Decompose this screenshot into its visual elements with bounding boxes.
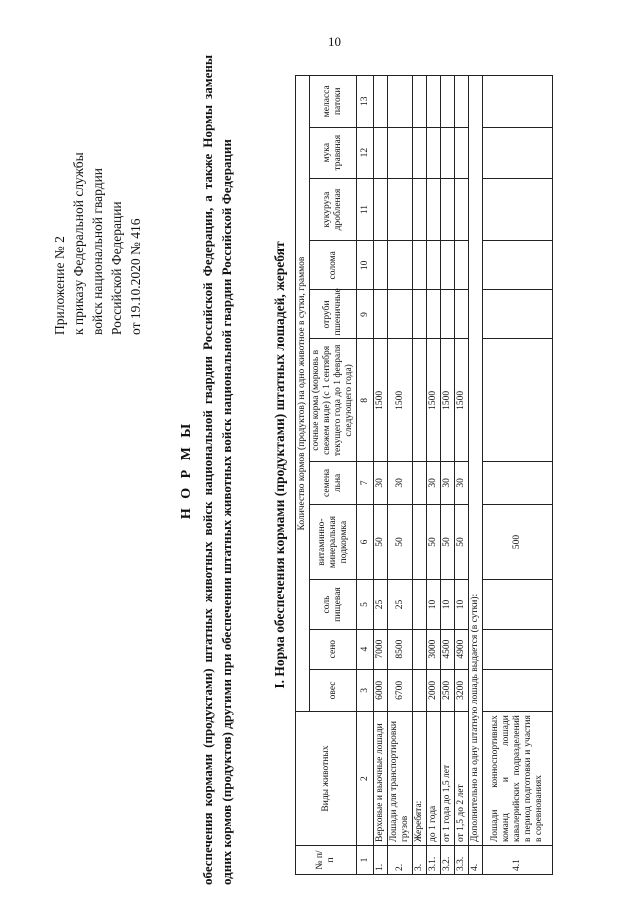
row-value-cell	[413, 241, 427, 290]
appendix-line: войск национальной гвардии	[90, 167, 105, 335]
row-kind-cell: Лошади для транспортировки грузов	[388, 712, 413, 846]
row-value-cell	[413, 629, 427, 669]
row-value-cell: 10	[427, 580, 441, 629]
table-row	[374, 76, 388, 875]
row-value-cell: 1500	[427, 339, 441, 462]
appendix-line: к приказу Федеральной службы	[71, 152, 86, 335]
row-kind-cell: от 1 года до 1,5 лет	[441, 712, 455, 846]
row-kind-cell: до 1 года	[427, 712, 441, 846]
row-value-cell	[413, 76, 427, 128]
header-num: № п/п	[296, 846, 357, 875]
row-value-cell	[413, 669, 427, 711]
row-value-cell	[483, 339, 553, 462]
row-value-cell	[441, 76, 455, 128]
row-value-cell	[483, 127, 553, 178]
row-value-cell: 500	[483, 504, 553, 580]
row-value-cell	[455, 76, 469, 128]
row-value-cell: 3200	[455, 669, 469, 711]
row-value-cell: 1500	[441, 339, 455, 462]
column-number: 1	[357, 846, 374, 875]
row-value-cell	[441, 290, 455, 339]
table-row	[413, 76, 427, 875]
row-value-cell	[441, 241, 455, 290]
row-value-cell	[483, 178, 553, 240]
column-number: 12	[357, 127, 374, 178]
section-title: I. Норма обеспечения кормами (продуктами) штатных лошадей, жеребят	[272, 241, 287, 689]
header-col: соль пищевая	[310, 580, 357, 629]
header-col: сено	[310, 629, 357, 669]
row-value-cell: 30	[441, 462, 455, 504]
appendix-line: от 19.10.2020 № 416	[128, 218, 143, 335]
column-number: 7	[357, 462, 374, 504]
row-value-cell: 30	[455, 462, 469, 504]
row-value-cell: 50	[455, 504, 469, 580]
column-number: 9	[357, 290, 374, 339]
table-row	[483, 76, 553, 875]
row-value-cell: 50	[427, 504, 441, 580]
table-row	[469, 76, 483, 875]
row-value-cell: 2500	[441, 669, 455, 711]
header-col: кукуруза дробленая	[310, 178, 357, 240]
row-value-cell: 50	[388, 504, 413, 580]
table-body	[374, 76, 553, 875]
row-value-cell	[427, 127, 441, 178]
row-value-cell	[455, 241, 469, 290]
document-heading: Н О Р М Ы	[179, 420, 194, 520]
table-row	[455, 76, 469, 875]
norms-table	[295, 75, 553, 875]
header-kind: Виды животных	[296, 712, 357, 846]
row-value-cell	[388, 127, 413, 178]
row-value-cell: 1500	[388, 339, 413, 462]
row-value-cell	[374, 290, 388, 339]
row-value-cell: 7000	[374, 629, 388, 669]
header-col: отруби пшеничные	[310, 290, 357, 339]
header-col: семена льна	[310, 462, 357, 504]
row-value-cell	[483, 580, 553, 629]
appendix-line: Приложение № 2	[52, 236, 67, 335]
row-value-cell	[388, 241, 413, 290]
row-value-cell: 25	[374, 580, 388, 629]
rotated-content	[50, 45, 610, 895]
row-num-cell: 3.3.	[455, 846, 469, 875]
row-value-cell: 10	[455, 580, 469, 629]
row-value-cell: 2000	[427, 669, 441, 711]
row-value-cell	[413, 504, 427, 580]
row-value-cell: 50	[374, 504, 388, 580]
row-value-cell	[374, 76, 388, 128]
column-number: 3	[357, 669, 374, 711]
header-col: сочные корма (морковь в свежем виде) (с 1 сентября текущего года до 1 февраля следующего года)	[310, 339, 357, 462]
row-value-cell	[374, 241, 388, 290]
row-num-cell: 4.	[469, 846, 483, 875]
row-num-cell: 1.	[374, 846, 388, 875]
row-value-cell	[483, 629, 553, 669]
row-value-cell	[483, 290, 553, 339]
row-value-cell: 1500	[374, 339, 388, 462]
row-value-cell: 6000	[374, 669, 388, 711]
header-col: витаминно-минеральная подкормка	[310, 504, 357, 580]
header-col: мука травяная	[310, 127, 357, 178]
document-subtitle: обеспечения кормами (продуктами) штатных животных войск национальной гвардии Российской Федерации, а также Нормы замены одних кормов (продуктов) другими при обеспечении штатных животных войск национальной гвардии Российской Федерации	[200, 55, 234, 885]
row-value-cell	[483, 669, 553, 711]
row-kind-cell: Лошади конноспортивных команд и лошади кавалерийских подразделений в период подготовки и участия в соревнованиях	[483, 712, 553, 846]
row-num-cell: 2.	[388, 846, 413, 875]
column-number: 4	[357, 629, 374, 669]
row-value-cell	[413, 178, 427, 240]
header-col: овес	[310, 669, 357, 711]
row-value-cell: 3000	[427, 629, 441, 669]
row-value-cell: 8500	[388, 629, 413, 669]
row-value-cell	[483, 76, 553, 128]
table-row	[388, 76, 413, 875]
row-value-cell	[413, 339, 427, 462]
row-value-cell	[413, 580, 427, 629]
appendix-block	[50, 85, 145, 335]
row-value-cell: 30	[388, 462, 413, 504]
row-num-cell: 3.	[413, 846, 427, 875]
row-value-cell	[413, 290, 427, 339]
row-num-cell: 3.2.	[441, 846, 455, 875]
column-number: 2	[357, 712, 374, 846]
column-number-row	[357, 76, 374, 875]
row-value-cell	[441, 127, 455, 178]
column-number: 10	[357, 241, 374, 290]
header-col: меласса патоки	[310, 76, 357, 128]
row-value-cell: 6700	[388, 669, 413, 711]
row-kind-cell: Верховые и вьючные лошади	[374, 712, 388, 846]
column-number: 13	[357, 76, 374, 128]
column-number: 5	[357, 580, 374, 629]
row-value-cell	[441, 178, 455, 240]
row-value-cell	[483, 241, 553, 290]
row-value-cell	[374, 127, 388, 178]
row-value-cell: 30	[374, 462, 388, 504]
row-value-cell	[427, 241, 441, 290]
title-block	[178, 55, 236, 885]
row-value-cell: 4500	[441, 629, 455, 669]
row-value-cell	[374, 178, 388, 240]
section4-text-cell: Дополнительно на одну штатную лошадь выдается (в сутки):	[469, 76, 483, 846]
row-value-cell	[455, 178, 469, 240]
row-value-cell	[388, 76, 413, 128]
row-value-cell	[388, 290, 413, 339]
row-value-cell: 10	[441, 580, 455, 629]
table-header-row	[296, 76, 310, 875]
row-num-cell: 4.1	[483, 846, 553, 875]
row-kind-cell: от 1,5 до 2 лет	[455, 712, 469, 846]
row-value-cell: 30	[427, 462, 441, 504]
row-value-cell	[483, 462, 553, 504]
table-row	[427, 76, 441, 875]
row-value-cell	[427, 76, 441, 128]
row-value-cell	[455, 290, 469, 339]
row-value-cell	[455, 127, 469, 178]
row-value-cell	[427, 178, 441, 240]
appendix-line: Российской Федерации	[109, 201, 124, 335]
header-col: солома	[310, 241, 357, 290]
row-num-cell: 3.1.	[427, 846, 441, 875]
row-value-cell: 4900	[455, 629, 469, 669]
header-group: Количество кормов (продуктов) на одно животное в сутки, граммов	[296, 76, 310, 712]
row-value-cell	[388, 178, 413, 240]
page-number: 10	[328, 34, 341, 49]
row-value-cell: 25	[388, 580, 413, 629]
table-row	[441, 76, 455, 875]
row-value-cell	[413, 462, 427, 504]
row-value-cell: 50	[441, 504, 455, 580]
row-value-cell: 1500	[455, 339, 469, 462]
row-value-cell	[427, 290, 441, 339]
column-number: 6	[357, 504, 374, 580]
row-value-cell	[413, 127, 427, 178]
column-number: 11	[357, 178, 374, 240]
column-number: 8	[357, 339, 374, 462]
row-kind-cell: Жеребята:	[413, 712, 427, 846]
